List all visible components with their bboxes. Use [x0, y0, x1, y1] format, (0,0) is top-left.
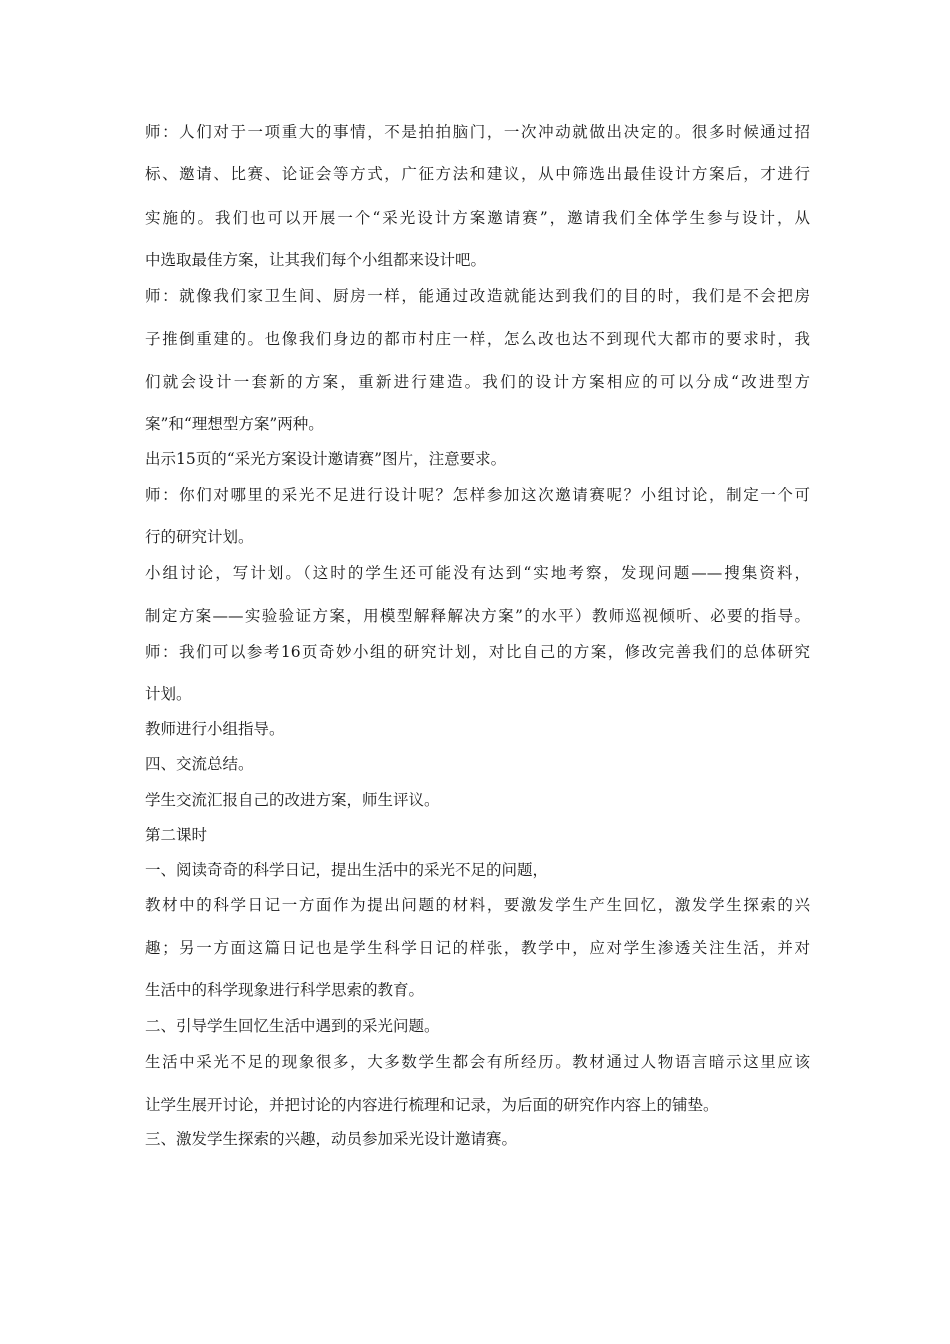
text-line: 子推倒重建的。也像我们身边的都市村庄一样，怎么改也达不到现代大都市的要求时，我: [145, 330, 810, 348]
text-line: 师：人们对于一项重大的事情，不是拍拍脑门，一次冲动就做出决定的。很多时候通过招: [145, 123, 810, 141]
text-line: 出示15页的“采光方案设计邀请赛”图片，注意要求。: [145, 450, 507, 468]
text-line: 第二课时: [145, 826, 208, 844]
text-line: 师：你们对哪里的采光不足进行设计呢？怎样参加这次邀请赛呢？小组讨论，制定一个可: [145, 486, 810, 504]
text-line: 教师进行小组指导。: [145, 720, 285, 738]
text-line: 让学生展开讨论，并把讨论的内容进行梳理和记录，为后面的研究作内容上的铺垫。: [145, 1096, 719, 1114]
text-line: 师：就像我们家卫生间、厨房一样，能通过改造就能达到我们的目的时，我们是不会把房: [145, 287, 810, 305]
text-line: 中选取最佳方案，让其我们每个小组都来设计吧。: [145, 251, 487, 269]
text-line: 趣；另一方面这篇日记也是学生科学日记的样张，教学中，应对学生渗透关注生活，并对: [145, 939, 810, 957]
text-line: 计划。: [145, 685, 192, 703]
text-line: 案”和“理想型方案”两种。: [145, 415, 324, 433]
text-line: 标、邀请、比赛、论证会等方式，广征方法和建议，从中筛选出最佳设计方案后，才进行: [145, 165, 810, 183]
text-line: 生活中采光不足的现象很多，大多数学生都会有所经历。教材通过人物语言暗示这里应该: [145, 1053, 810, 1071]
text-line: 们就会设计一套新的方案，重新进行建造。我们的设计方案相应的可以分成“改进型方: [145, 373, 810, 391]
text-line: 小组讨论，写计划。（这时的学生还可能没有达到“实地考察，发现问题——搜集资料，: [145, 564, 810, 582]
text-line: 行的研究计划。: [145, 528, 254, 546]
text-line: 制定方案——实验验证方案，用模型解释解决方案”的水平）教师巡视倾听、必要的指导。: [145, 607, 810, 625]
text-line: 三、激发学生探索的兴趣，动员参加采光设计邀请赛。: [145, 1130, 518, 1148]
text-line: 学生交流汇报自己的改进方案，师生评议。: [145, 791, 440, 809]
text-line: 二、引导学生回忆生活中遇到的采光问题。: [145, 1017, 440, 1035]
text-line: 四、交流总结。: [145, 755, 254, 773]
text-line: 一、阅读奇奇的科学日记，提出生活中的采光不足的问题，: [145, 861, 549, 879]
text-line: 生活中的科学现象进行科学思索的教育。: [145, 981, 425, 999]
text-line: 实施的。我们也可以开展一个“采光设计方案邀请赛”，邀请我们全体学生参与设计，从: [145, 209, 810, 227]
text-line: 教材中的科学日记一方面作为提出问题的材料，要激发学生产生回忆，激发学生探索的兴: [145, 896, 810, 914]
text-line: 师：我们可以参考16页奇妙小组的研究计划，对比自己的方案，修改完善我们的总体研究: [145, 643, 810, 661]
